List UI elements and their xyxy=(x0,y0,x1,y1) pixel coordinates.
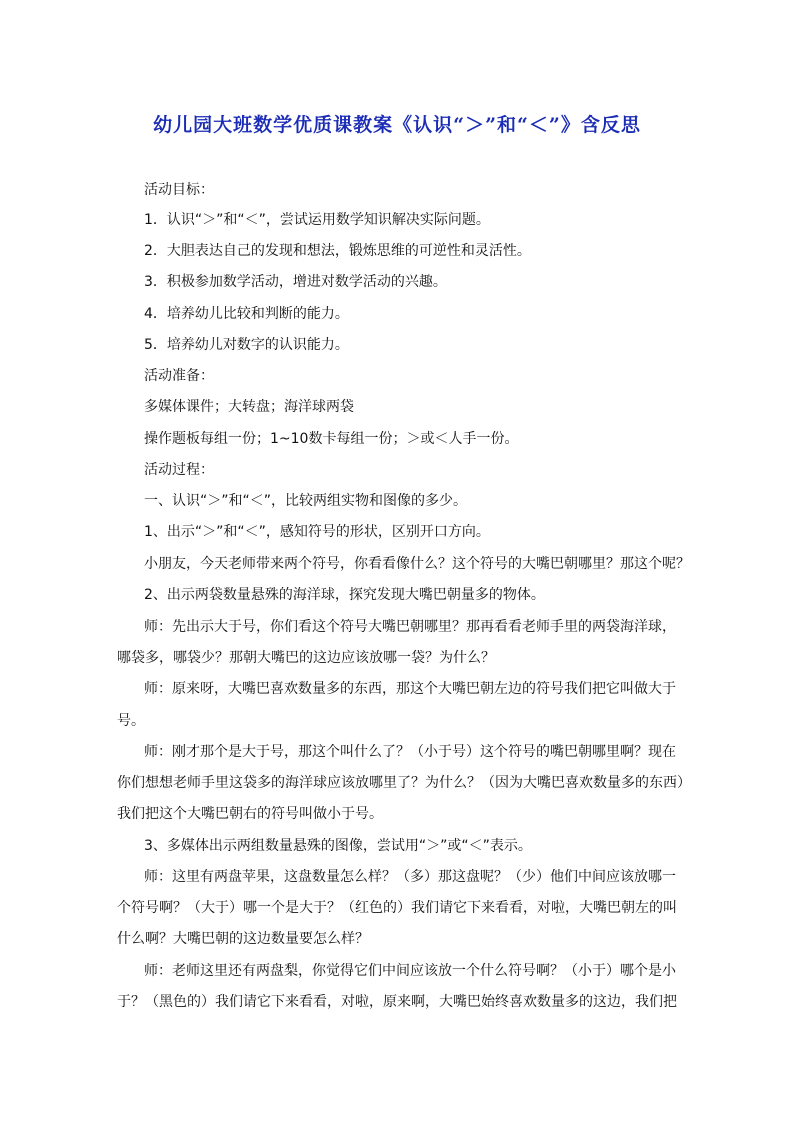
paragraph: 师：这里有两盘苹果，这盘数量怎么样？（多）那这盘呢？（少）他们中间应该放哪一 xyxy=(144,869,676,885)
paragraph: 小朋友，今天老师带来两个符号，你看看像什么？这个符号的大嘴巴朝哪里？那这个呢？ xyxy=(144,556,690,572)
paragraph-continuation: 个符号啊？（大于）哪一个是大于？（红色的）我们请它下来看看，对啦，大嘴巴朝左的叫 xyxy=(117,900,677,916)
paragraph: 5．培养幼儿对数字的认识能力。 xyxy=(144,337,349,353)
paragraph: 操作题板每组一份；1~10数卡每组一份；＞或＜人手一份。 xyxy=(144,431,519,447)
paragraph: 师：先出示大于号，你们看这个符号大嘴巴朝哪里？那再看看老师手里的两袋海洋球， xyxy=(144,619,676,635)
paragraph: 3．积极参加数学活动，增进对数学活动的兴趣。 xyxy=(144,274,447,290)
paragraph: 一、认识“＞”和“＜”，比较两组实物和图像的多少。 xyxy=(144,493,468,509)
paragraph: 多媒体课件；大转盘；海洋球两袋 xyxy=(144,399,354,415)
paragraph-continuation: 我们把这个大嘴巴朝右的符号叫做小于号。 xyxy=(117,806,383,822)
paragraph: 师：刚才那个是大于号，那这个叫什么了？（小于号）这个符号的嘴巴朝哪里啊？现在 xyxy=(144,744,676,760)
paragraph: 1．认识“＞”和“＜”，尝试运用数学知识解决实际问题。 xyxy=(144,212,490,228)
paragraph: 师：老师这里还有两盘梨，你觉得它们中间应该放一个什么符号啊？（小于）哪个是小 xyxy=(144,963,676,979)
paragraph-continuation: 号。 xyxy=(117,713,145,729)
paragraph: 3、多媒体出示两组数量悬殊的图像，尝试用“＞”或“＜”表示。 xyxy=(144,838,532,854)
paragraph: 4．培养幼儿比较和判断的能力。 xyxy=(144,306,349,322)
paragraph: 1、出示“＞”和“＜”，感知符号的形状，区别开口方向。 xyxy=(144,524,490,540)
paragraph-continuation: 哪袋多，哪袋少？那朝大嘴巴的这边应该放哪一袋？为什么？ xyxy=(117,650,495,666)
paragraph-continuation: 你们想想老师手里这袋多的海洋球应该放哪里了？为什么？（因为大嘴巴喜欢数量多的东西） xyxy=(117,775,691,791)
section-heading-preparation: 活动准备： xyxy=(144,368,214,384)
paragraph: 师：原来呀，大嘴巴喜欢数量多的东西，那这个大嘴巴朝左边的符号我们把它叫做大于 xyxy=(144,681,676,697)
document-title: 幼儿园大班数学优质课教案《认识“＞”和“＜”》含反思 xyxy=(153,114,641,136)
paragraph: 2、出示两袋数量悬殊的海洋球，探究发现大嘴巴朝量多的物体。 xyxy=(144,587,545,603)
section-heading-process: 活动过程： xyxy=(144,462,214,478)
section-heading-goals: 活动目标： xyxy=(144,182,214,198)
paragraph: 2．大胆表达自己的发现和想法，锻炼思维的可逆性和灵活性。 xyxy=(144,243,531,259)
paragraph-continuation: 于？（黑色的）我们请它下来看看，对啦，原来啊，大嘴巴始终喜欢数量多的这边，我们把 xyxy=(117,994,677,1010)
paragraph-continuation: 什么啊？大嘴巴朝的这边数量要怎么样？ xyxy=(117,931,369,947)
